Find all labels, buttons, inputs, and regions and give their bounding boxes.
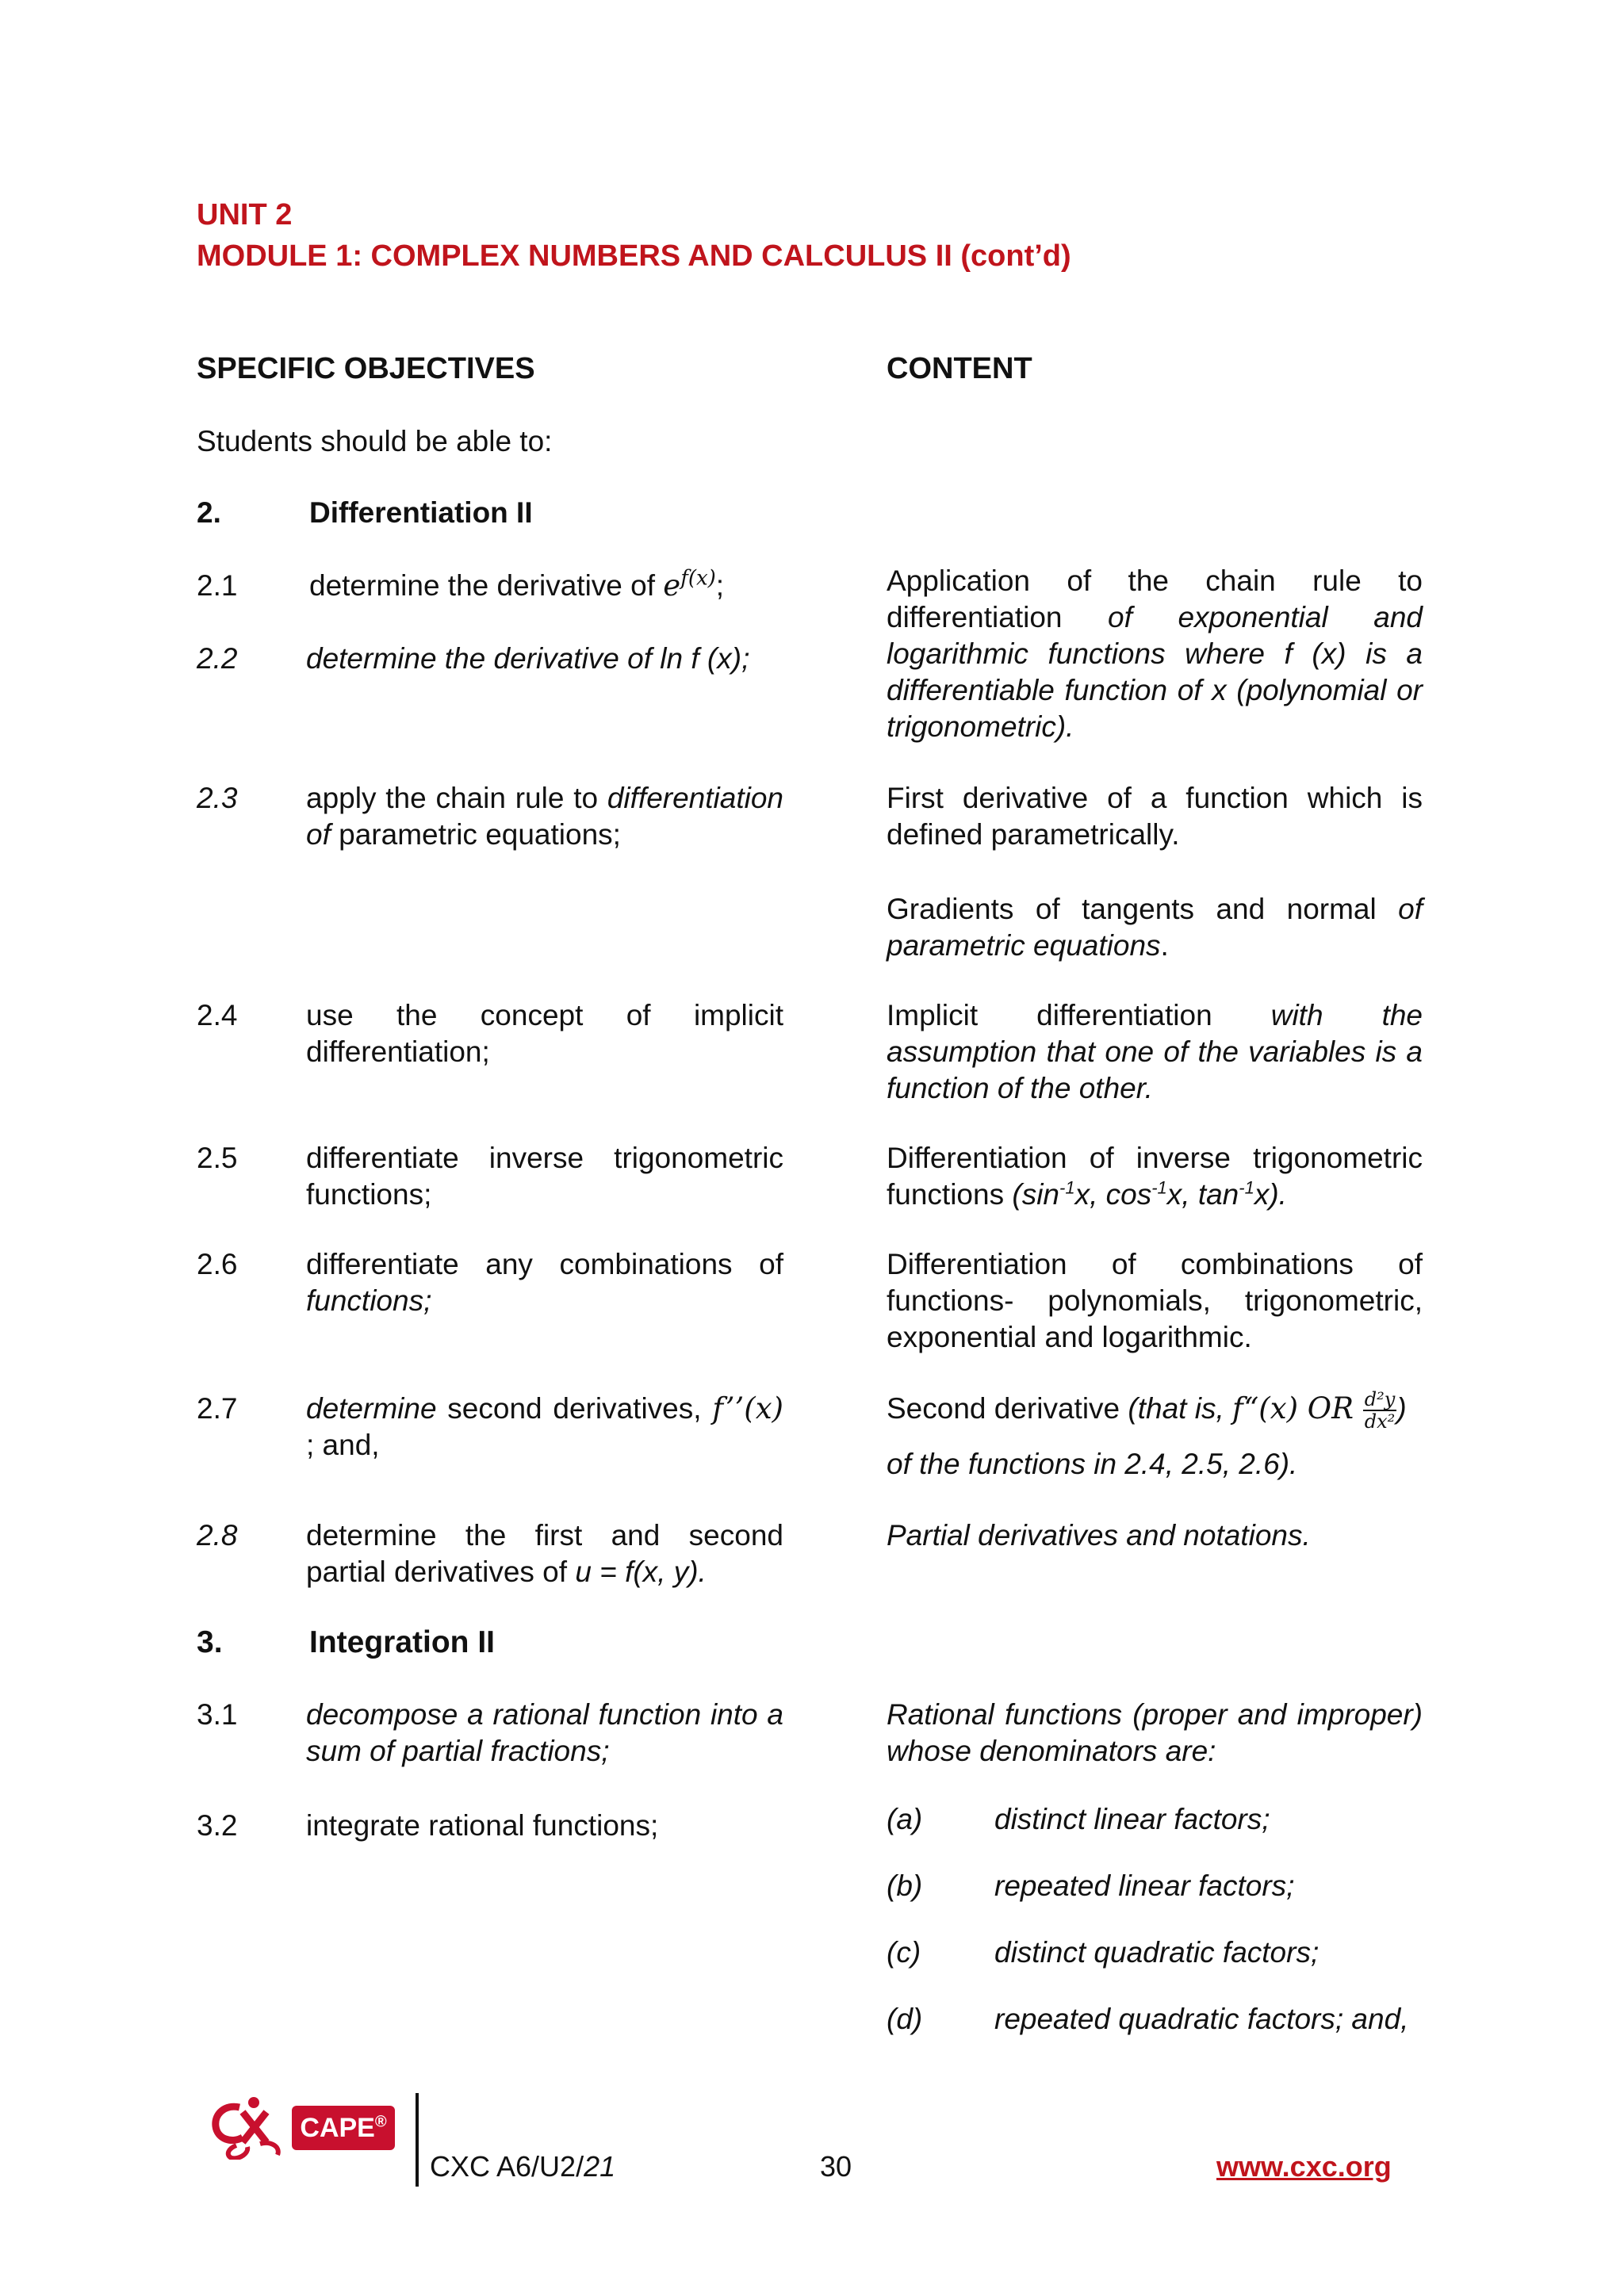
- content-2-6: Differentiation of combinations of functions- polynomials, trigonometric, exponential and logarithmic.: [887, 1248, 1423, 1353]
- module-title: MODULE 1: COMPLEX NUMBERS AND CALCULUS II (cont’d): [197, 239, 1071, 273]
- objective-number: 2.5: [197, 1142, 238, 1174]
- fraction-denominator: dx²: [1364, 1410, 1396, 1433]
- content-text: ): [1396, 1391, 1407, 1425]
- content-math: f“(x) OR: [1232, 1391, 1363, 1425]
- content-2-3-second: [887, 891, 1423, 964]
- cxc-logo: [208, 2096, 284, 2160]
- list-item: repeated quadratic factors; and,: [994, 2003, 1409, 2035]
- content-text: (that is,: [1128, 1391, 1233, 1425]
- objective-2-6: [306, 1246, 783, 1319]
- objective-number: 2.3: [197, 782, 238, 814]
- content-2-7-continued: of the functions in 2.4, 2.5, 2.6).: [887, 1448, 1298, 1480]
- content-text: x, cos: [1074, 1178, 1152, 1211]
- content-text: -1: [1151, 1177, 1167, 1198]
- objective-text: differentiate any combinations of: [306, 1248, 783, 1280]
- content-2-4: [887, 997, 1423, 1107]
- objective-text: u = f(x, y).: [575, 1556, 707, 1588]
- content-text: of exponential and logarithmic functions where f (x) is a differentiable function of x (polynomial or trigonometric).: [887, 601, 1423, 743]
- objective-2-4: use the concept of implicit differentiation;: [306, 999, 783, 1068]
- objective-3-1: decompose a rational function into a sum of partial fractions;: [306, 1698, 783, 1767]
- content-text: (sin: [1012, 1178, 1059, 1211]
- content-2-8: Partial derivatives and notations.: [887, 1519, 1311, 1552]
- content-text: of parametric equations: [887, 893, 1423, 962]
- content-text: x).: [1254, 1178, 1287, 1211]
- section-title: Integration II: [309, 1625, 495, 1659]
- document-code-year: 21: [584, 2150, 616, 2183]
- objective-text: apply the chain rule to: [306, 782, 607, 814]
- document-code-text: CXC A6/U2/: [430, 2150, 584, 2183]
- content-2-5: [887, 1140, 1423, 1213]
- page-number: 30: [820, 2150, 852, 2183]
- list-item: repeated linear factors;: [994, 1869, 1295, 1902]
- objective-text: differentiation of: [306, 782, 783, 851]
- section-title: Differentiation II: [309, 496, 533, 529]
- objective-text: ;: [715, 569, 725, 602]
- objective-number: 2.4: [197, 999, 238, 1031]
- content-text: Second derivative: [887, 1391, 1128, 1425]
- content-2-7: [887, 1389, 1442, 1432]
- content-2-3-first: First derivative of a function which is defined parametrically.: [887, 782, 1423, 851]
- objective-text: parametric equations;: [330, 818, 621, 851]
- list-item-label: (a): [887, 1803, 923, 1835]
- objective-2-8: [306, 1517, 783, 1590]
- objective-number: 2.1: [197, 569, 238, 602]
- content-text: Differentiation of inverse trigonometric functions: [887, 1142, 1423, 1211]
- exp-base: e: [663, 568, 681, 603]
- unit-title: UNIT 2: [197, 198, 293, 232]
- content-text: -1: [1239, 1177, 1254, 1198]
- objective-2-1: [309, 568, 785, 604]
- list-item-label: (d): [887, 2003, 923, 2035]
- objective-2-3: [306, 780, 783, 853]
- section-number: 2.: [197, 496, 221, 529]
- objective-number: 2.2: [197, 642, 238, 675]
- objective-2-5: differentiate inverse trigonometric functions;: [306, 1142, 783, 1211]
- list-item-label: (b): [887, 1869, 923, 1902]
- objective-text: determine the first and second partial derivatives of: [306, 1519, 783, 1588]
- content-text: Application of the chain rule to differentiation: [887, 564, 1423, 633]
- content-text: -1: [1059, 1177, 1075, 1198]
- objective-number: 2.6: [197, 1248, 238, 1280]
- objective-number: 3.1: [197, 1698, 238, 1731]
- fraction-numerator: d²y: [1364, 1388, 1396, 1410]
- content-text: Implicit differentiation: [887, 999, 1271, 1031]
- list-item: distinct quadratic factors;: [994, 1936, 1320, 1969]
- cape-label: CAPE: [300, 2113, 375, 2143]
- content-2-1: [887, 563, 1423, 745]
- document-code: [430, 2150, 615, 2183]
- intro-text: Students should be able to:: [197, 425, 553, 457]
- exp-power: f(x): [680, 566, 716, 591]
- cxc-logo-icon: [208, 2096, 284, 2160]
- objective-text: determine the derivative of: [309, 569, 664, 602]
- objective-number: 2.8: [197, 1519, 238, 1552]
- objective-number: 3.2: [197, 1809, 238, 1842]
- objective-text: determine: [306, 1392, 437, 1425]
- column-header-objectives: SPECIFIC OBJECTIVES: [197, 352, 535, 385]
- objective-text: second derivatives,: [436, 1392, 713, 1425]
- list-item: distinct linear factors;: [994, 1803, 1270, 1835]
- objective-math: f’’(x): [712, 1391, 783, 1425]
- objective-text: ; and,: [306, 1429, 380, 1461]
- content-3-1: Rational functions (proper and improper) whose denominators are:: [887, 1698, 1423, 1767]
- objective-text: functions;: [306, 1284, 432, 1317]
- list-item-label: (c): [887, 1936, 921, 1969]
- second-derivative-fraction: [1363, 1389, 1397, 1432]
- content-text: Gradients of tangents and normal: [887, 893, 1399, 925]
- section-number: 3.: [197, 1625, 223, 1659]
- website-link[interactable]: www.cxc.org: [1216, 2150, 1392, 2183]
- registered-mark: ®: [374, 2113, 387, 2131]
- cape-badge: [292, 2106, 395, 2150]
- objective-2-7: [306, 1391, 783, 1464]
- content-text: with the assumption that one of the variables is a function of the other.: [887, 999, 1423, 1104]
- objective-3-2: integrate rational functions;: [306, 1809, 659, 1842]
- column-header-content: CONTENT: [887, 352, 1032, 385]
- content-text: x, tan: [1166, 1178, 1239, 1211]
- footer-divider: [416, 2093, 419, 2187]
- objective-number: 2.7: [197, 1392, 238, 1425]
- content-text: .: [1160, 929, 1169, 962]
- objective-2-2: determine the derivative of ln f (x);: [306, 642, 750, 675]
